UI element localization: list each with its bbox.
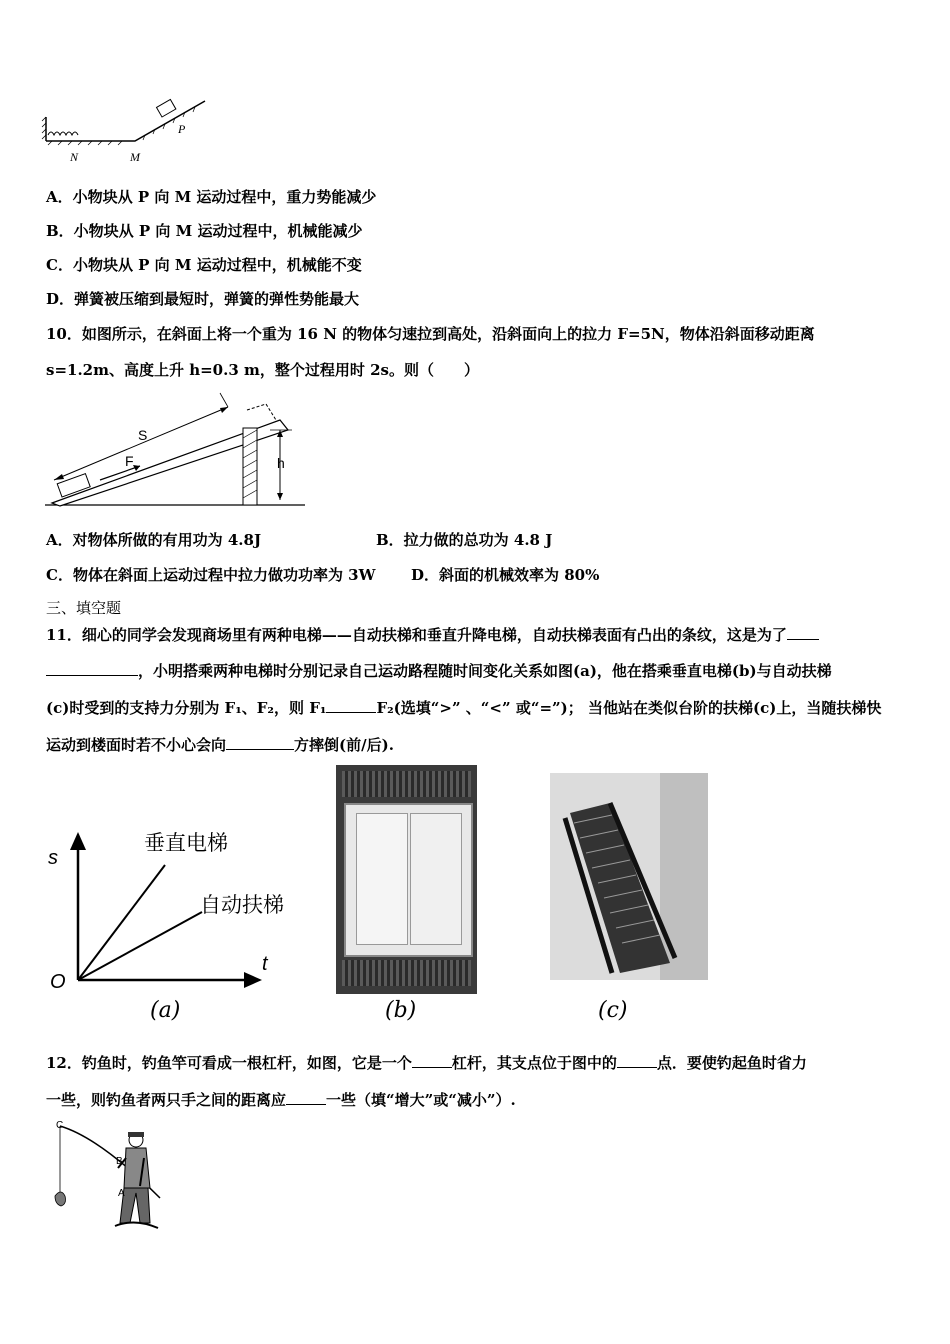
q11-graph-label-escalator: 自动扶梯: [200, 893, 284, 917]
q11-graph-label-vertical: 垂直电梯: [144, 831, 228, 855]
q12-label-c: C: [56, 1120, 64, 1131]
q12-label-b: B: [116, 1156, 123, 1167]
q11-graph-ylabel: s: [48, 847, 58, 869]
q9-option-a: A．小物块从 P 向 M 运动过程中，重力势能减少: [46, 188, 377, 206]
q9-label-p: P: [178, 122, 186, 136]
q11-blank-1a[interactable]: [787, 639, 819, 640]
q10-label-s: S: [138, 427, 148, 443]
q12-stem-line1: [46, 1052, 807, 1073]
q10-stem-line1: 10．如图所示，在斜面上将一个重为 16 N 的物体匀速拉到高处，沿斜面向上的拉力 F=5N，物体沿斜面移动距离: [46, 325, 815, 343]
q12-label-a: A: [118, 1188, 125, 1199]
q11-graph-a: [40, 820, 320, 1000]
q10-option-a: A．对物体所做的有用功为 4.8J: [46, 531, 262, 549]
q12-line2b-text: 一些（填“增大”或“减小”）.: [326, 1091, 516, 1109]
q12-blank-3[interactable]: [286, 1104, 326, 1105]
q9-label-m: M: [130, 150, 140, 164]
q9-option-b: B．小物块从 P 向 M 运动过程中，机械能减少: [46, 222, 363, 240]
section-title: 三、填空题: [46, 599, 122, 617]
q11-escalator-photo: [550, 773, 708, 980]
q11-stem-line1: [46, 624, 819, 645]
q11-line3a-text: (c)时受到的支持力分别为 F₁、F₂，则 F₁: [46, 699, 327, 717]
q12-blank-2[interactable]: [617, 1067, 657, 1068]
q11-blank-3[interactable]: [226, 749, 294, 750]
q9-option-c: C．小物块从 P 向 M 运动过程中，机械能不变: [46, 256, 362, 274]
q11-blank-2[interactable]: [326, 712, 376, 713]
q10-option-b: B．拉力做的总功为 4.8 J: [376, 531, 553, 549]
q11-line4a-text: 运动到楼面时若不小心会向: [46, 736, 227, 754]
q12-blank-1[interactable]: [412, 1067, 452, 1068]
q11-graph-origin: O: [50, 971, 66, 993]
q9-spring-slope-figure: [40, 95, 215, 170]
q11-elevator-photo: [336, 765, 477, 994]
q11-stem-line3: [46, 697, 881, 718]
q10-option-d: D．斜面的机械效率为 80%: [411, 566, 600, 584]
q11-graph-xlabel: t: [262, 953, 268, 975]
q10-label-f: F: [125, 453, 134, 469]
q11-caption-c: (c): [598, 998, 628, 1023]
q12-fisherman-figure: [40, 1118, 170, 1238]
q10-incline-figure: [40, 390, 310, 510]
q11-line1-text: 11．细心的同学会发现商场里有两种电梯——自动扶梯和垂直升降电梯，自动扶梯表面有凸出的条纹，这是为了: [46, 626, 787, 644]
q10-label-h: h: [277, 455, 285, 471]
q9-option-d: D．弹簧被压缩到最短时，弹簧的弹性势能最大: [46, 290, 360, 308]
q12-line1c-text: 点．要使钓起鱼时省力: [656, 1054, 807, 1072]
q9-label-n: N: [70, 150, 79, 164]
q11-stem-line4: [46, 734, 394, 755]
q11-caption-b: (b): [385, 998, 417, 1023]
q12-line1b-text: 杠杆，其支点位于图中的: [451, 1054, 617, 1072]
q11-line3b-text: F₂(选填“>” 、“<” 或“=”)； 当他站在类似台阶的扶梯(c)上，当随扶梯快: [376, 699, 882, 717]
q11-line2-text: ，小明搭乘两种电梯时分别记录自己运动路程随时间变化关系如图(a)，他在搭乘垂直电梯(b)与自动扶梯: [138, 662, 832, 680]
q10-option-c: C．物体在斜面上运动过程中拉力做功功率为 3W: [46, 566, 376, 584]
q11-stem-line2: [46, 660, 832, 681]
q12-line2a-text: 一些，则钓鱼者两只手之间的距离应: [46, 1091, 287, 1109]
q10-stem-line2: s=1.2m、高度上升 h=0.3 m，整个过程用时 2s。则（ ）: [46, 361, 479, 379]
q11-caption-a: (a): [150, 998, 181, 1023]
q11-line4b-text: 方摔倒(前/后).: [294, 736, 394, 754]
q11-blank-1b[interactable]: [46, 675, 138, 676]
q12-stem-line2: [46, 1089, 516, 1110]
q12-line1a-text: 12．钓鱼时，钓鱼竿可看成一根杠杆，如图，它是一个: [46, 1054, 412, 1072]
